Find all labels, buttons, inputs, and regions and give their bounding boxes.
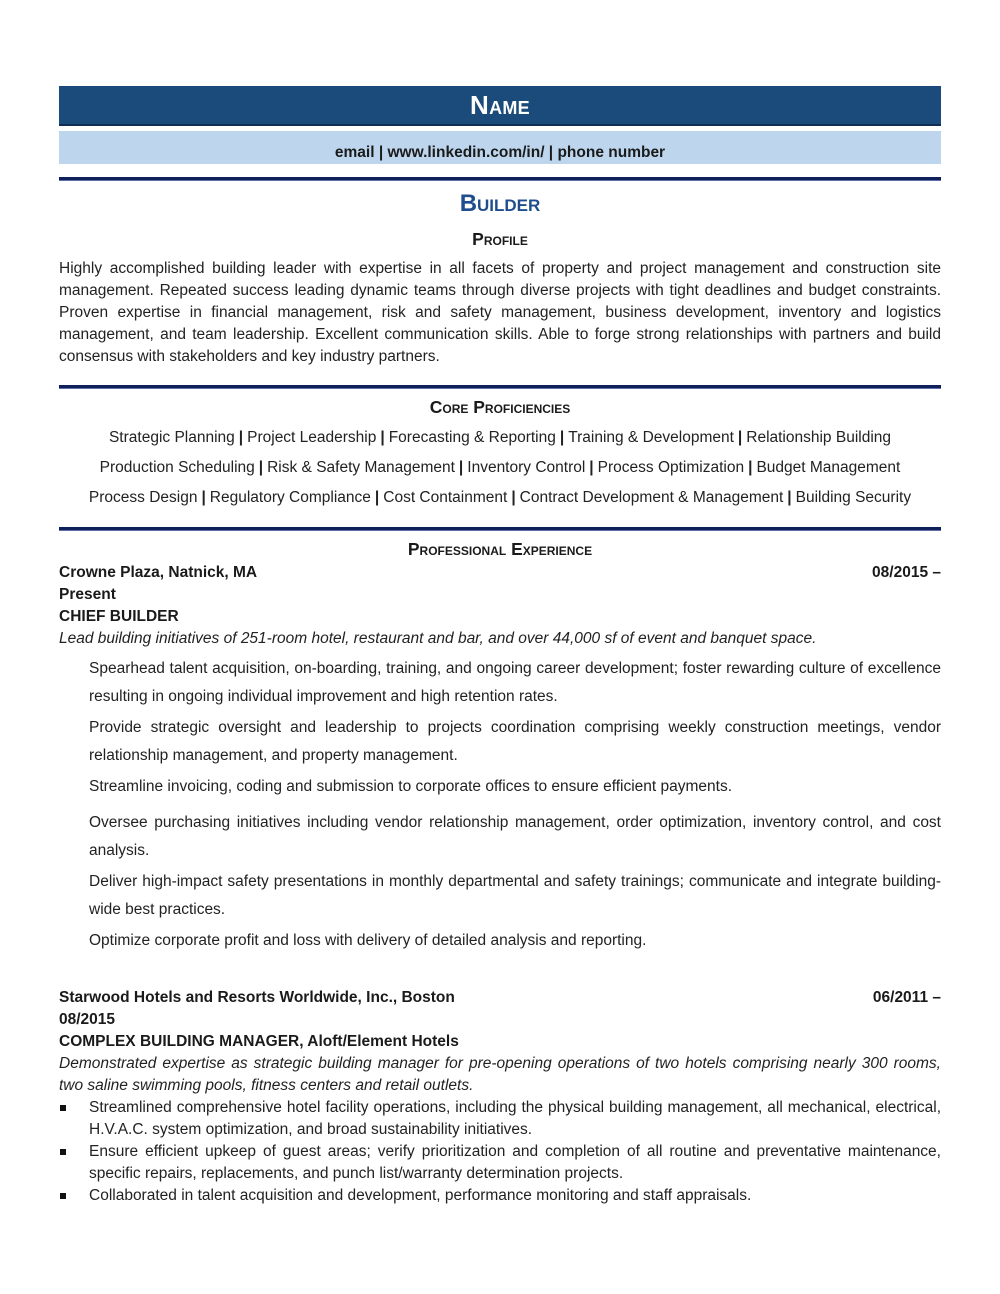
proficiencies-list <box>59 423 941 513</box>
duty-item: Oversee purchasing initiatives including vendor relationship management, order optimization, inventory control, and cost analysis. <box>89 814 941 859</box>
proficiency-item: Risk & Safety Management <box>267 459 455 476</box>
date-start: 08/2015 – <box>872 564 941 581</box>
duty-item: Streamline invoicing, coding and submission to corporate offices to ensure efficient payments. <box>89 778 733 795</box>
contact-info: email | www.linkedin.com/in/ | phone number <box>334 144 666 161</box>
candidate-name: Name <box>470 89 530 120</box>
square-bullet-icon <box>60 1105 66 1111</box>
divider <box>59 177 941 181</box>
job-title: Builder <box>459 190 541 217</box>
duties-list <box>59 655 941 955</box>
role: COMPLEX BUILDING MANAGER, Aloft/Element Hotels <box>59 1033 459 1050</box>
profile-summary: Highly accomplished building leader with expertise in all facets of property and project management and construction site management. Repeated success leading dynamic teams through diverse projects with tight deadlines and budget constraints. Proven expertise in financial management, risk and safety management, business development, inventory and logistics management, and team leadership. Excellent communication skills. Able to forge strong relationships with partners and build consensus with stakeholders and key industry partners. <box>59 260 941 365</box>
proficiency-row: Process Design | Regulatory Compliance | Cost Containment | Contract Development & Management | Building Security <box>88 489 912 506</box>
divider <box>59 385 941 389</box>
proficiency-item: Strategic Planning <box>108 429 235 446</box>
job-summary: Demonstrated expertise as strategic building manager for pre-opening operations of two hotels comprising nearly 300 rooms, two saline swimming pools, fitness centers and retail outlets. <box>59 1055 941 1094</box>
duty-item: Ensure efficient upkeep of guest areas; verify prioritization and completion of all routine and preventative maintenance, specific repairs, replacements, and punch list/warranty determination projects. <box>59 1141 941 1185</box>
job-entry <box>59 987 941 1207</box>
duty-item: Collaborated in talent acquisition and development, performance monitoring and staff appraisals. <box>59 1185 941 1207</box>
proficiency-row: Strategic Planning | Project Leadership | Forecasting & Reporting | Training & Development | Relationship Building <box>108 429 892 446</box>
proficiency-item: Project Leadership <box>247 429 377 446</box>
name-banner <box>59 86 941 126</box>
date-start: 06/2011 – <box>872 989 941 1006</box>
proficiency-item: Process Design <box>88 489 198 506</box>
proficiency-item: Production Scheduling <box>99 459 255 476</box>
proficiency-item: Process Optimization <box>597 459 745 476</box>
proficiency-item: Relationship Building <box>746 429 892 446</box>
role: CHIEF BUILDER <box>59 608 179 625</box>
duty-item: Streamlined comprehensive hotel facility operations, including the physical building management, all mechanical, electrical, H.V.A.C. system optimization, and broad sustainability initiatives. <box>59 1097 941 1141</box>
proficiency-item: Building Security <box>795 489 912 506</box>
proficiency-row: Production Scheduling | Risk & Safety Management | Inventory Control | Process Optimization | Budget Management <box>99 459 901 476</box>
company: Starwood Hotels and Resorts Worldwide, Inc., Boston <box>59 989 455 1006</box>
duties-list <box>59 1097 941 1207</box>
contact-banner <box>59 131 941 164</box>
experience-heading: Professional Experience <box>407 539 593 559</box>
job-header <box>59 562 941 584</box>
profile-heading: Profile <box>472 229 528 249</box>
proficiency-item: Budget Management <box>756 459 901 476</box>
date-end: 08/2015 <box>59 1011 116 1028</box>
job-summary: Lead building initiatives of 251-room hotel, restaurant and bar, and over 44,000 sf of event and banquet space. <box>59 630 817 647</box>
date-end: Present <box>59 586 116 603</box>
duty-item: Spearhead talent acquisition, on-boarding, training, and ongoing career development; foster rewarding culture of excellence resulting in ongoing individual improvement and high retention rates. <box>89 660 941 705</box>
duty-item: Provide strategic oversight and leadership to projects coordination comprising weekly construction meetings, vendor relationship management, and property management. <box>89 719 941 764</box>
proficiencies-heading: Core Proficiencies <box>429 397 571 417</box>
square-bullet-icon <box>60 1193 66 1199</box>
duty-item: Deliver high-impact safety presentations in monthly departmental and safety trainings; communicate and integrate building-wide best practices. <box>89 873 941 918</box>
resume-page <box>59 86 941 1207</box>
proficiency-item: Cost Containment <box>383 489 508 506</box>
proficiency-item: Contract Development & Management <box>519 489 784 506</box>
divider <box>59 527 941 531</box>
proficiency-item: Regulatory Compliance <box>209 489 371 506</box>
proficiency-item: Training & Development <box>568 429 734 446</box>
square-bullet-icon <box>60 1149 66 1155</box>
company: Crowne Plaza, Natnick, MA <box>59 564 258 581</box>
job-entry <box>59 562 941 955</box>
proficiency-item: Forecasting & Reporting <box>388 429 556 446</box>
job-header <box>59 987 941 1009</box>
proficiency-item: Inventory Control <box>467 459 586 476</box>
duty-item: Optimize corporate profit and loss with delivery of detailed analysis and reporting. <box>89 932 647 949</box>
